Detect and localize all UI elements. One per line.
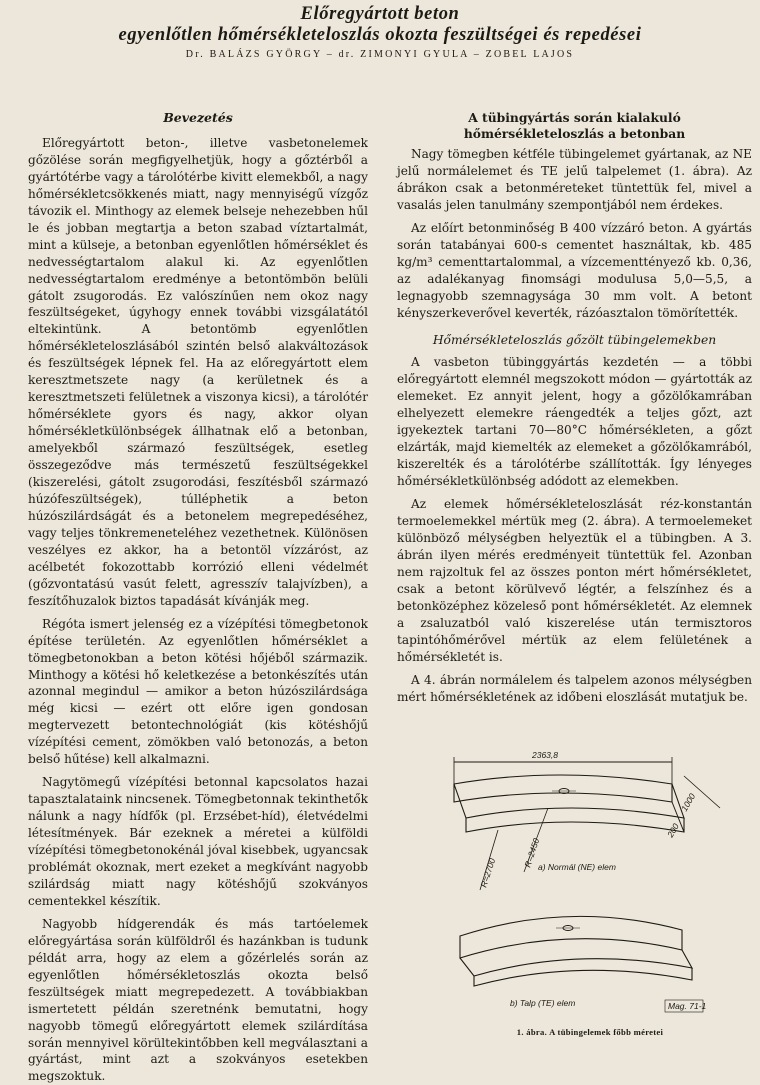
normal-element-edge [466, 818, 684, 832]
article-authors: Dr. BALÁZS GYÖRGY – dr. ZIMONYI GYULA – ZOBEL LAJOS [185, 49, 575, 60]
label-base-element: b) Talp (TE) elem [510, 998, 576, 1008]
paragraph: A vasbeton tübinggyártás kezdetén — a többi előregyártott elemnél megszokott módon — gyártották az elemeket. Ez annyit jelent, hogy a gőzölőkamrában elhelyezett elemekre ráengedték a teljes gőzt, azt igyekeztek tartani 70—80°C hőmérsékleten, a gőzt elzárták, majd kiemelték az elemeket a gőzölőkamrából, kiszerelték és a tárolótérbe szállították. Így lényeges hőmérsékletkülönbség adódott az elemekben. [397, 355, 752, 489]
base-element-edge [474, 968, 692, 986]
section-heading-introduction: Bevezetés [163, 110, 233, 125]
right-column [397, 110, 752, 706]
paragraph: Nagyobb hídgerendák és más tartóelemek előregyártása során külföldről és hazánkban is tudunk példát arra, hogy az elem a gőzérlelés során az egyenlőtlen hőmérsékletoszlás okozta belső feszültségek miatt megrepedezett. A továbbiakban ismertetett példán szeretnénk bemutatni, hogy nagyobb tömegű előregyártott elemek szilárdítása során mennyivel körültekintőbben kell megválasztani a gyártást, mint azt a szokványos esetekben megszoktuk. [28, 916, 368, 1084]
dimension-label-thickness: 200 [665, 821, 681, 839]
subsection-heading-temperature: Hőmérsékleteloszlás gőzölt tübingelemekben [432, 332, 717, 347]
article-title-line-1: Előregyártott beton [300, 4, 460, 24]
label-normal-element: a) Normál (NE) elem [538, 862, 616, 872]
section-heading-tubing: A tübingyártás során kialakuló hőmérsékleteloszlás a betonban [463, 110, 686, 141]
paragraph: Nagytömegű vízépítési betonnal kapcsolatos hazai tapasztalataink nincsenek. Tömegbetonnak tekinthetők nálunk a nagy hídfők (pl. Erzsébet-híd), életvédelmi létesítmények. Bár ezeknek a méretei a külföldi vízépítési tömegbetonokénál jóval kisebbek, ugyancsak problémát okoznak, mert ezeket a megkívánt nagyobb szilárdság miatt nagy kötéshőjű szokványos cementekkel készítik. [28, 775, 368, 908]
radius-label-outer: R=2450 [522, 836, 542, 869]
paragraph: A 4. ábrán normálelem és talpelem azonos mélységben mért hőmérsékletének az időbeni eloszlását mutatjuk be. [397, 672, 752, 704]
article-title-line-2: egyenlőtlen hőmérsékleteloszlás okozta feszültségei és repedései [118, 25, 642, 45]
left-column [28, 110, 368, 1085]
base-element-front-face [460, 950, 692, 976]
paragraph: Előregyártott beton-, illetve vasbetonelemek gőzölése során megfigyelhetjük, hogy a gőztérből a gyártótérbe vagy a tárolótérbe kivitt elemekből, a nagy hőmérsékletcsökkenés miatt, nagy mennyiségű vízgőz távozik el. Minthogy az elemek belseje nehezebben hűl le és jobban megtartja a beton szabad víztartalmát, mint a külseje, a betonban egyenlőtlen hőmérséklet és nedvességtartalom alakul ki. Az egyenlőtlen nedvességtartalom eredménye a betontömbön belüli gátolt zsugorodás. Ez valószínűen nem okoz nagy feszültségeket, úgyhogy ennek további vizsgálatától eltekintünk. A betontömb egyenlőtlen hőmérsékleteloszlásából szintén belső alakváltozások és feszültségek lépnek fel. Ha az előregyártott elem keresztmetszete nagy (a kerületnek és a keresztmetszeti felületnek a viszonya kicsi), a tárolótér hőmérséklete gyors és nagy, akkor olyan hőmérsékletkülönbségek állhatnak elő a betonban, amelyekből származó feszültségek, esetleg összegeződve más természetű feszültségekkel (kiszerelési, gátolt zsugorodási, feszítésből származó húzófeszültségek), túlléphetik a beton húzószilárdságát és a betonelem megrepedéséhez, vagy teljes tönkremeneteléhez vezethetnek. Különösen veszélyes ez akkor, ha a betontöl vízzáróst, az acélbetét fokozottabb korrózió elleni védelmét (gőzvontatású vasút felett, agresszív talajvízben), a feszítőhuzalok biztos tapadását kívánják meg. [28, 135, 368, 608]
normal-element-front-face [454, 784, 684, 818]
article-header [0, 0, 760, 60]
radius-label-inner: R=2700 [478, 856, 498, 889]
figure-stamp: Mag. 71-1 [668, 1001, 707, 1011]
dimension-label-side: 1000 [679, 791, 698, 813]
paragraph: Nagy tömegben kétféle tübingelemet gyártanak, az NE jelű normálelemet és TE jelű talpelemet (1. ábra). Az ábrákon csak a betonméreteket tüntettük fel, mivel a vasalás jelen tanulmány szempontjából nem érdekes. [397, 147, 752, 212]
figure-drawing [440, 740, 740, 1030]
paragraph: Az előírt betonminőség B 400 vízzáró beton. A gyártás során tatabányai 600-s cementet használtak, kb. 485 kg/m³ cementtartalommal, a vízcementtényező kb. 0,36, az adalékanyag finomsági modulusa 5,0—5,5, a legnagyobb szemnagysága 30 mm volt. A betont kényszerkeverővel keverték, rázóasztalon tömörítették. [397, 220, 752, 320]
figure-tubing-elements [440, 740, 740, 1040]
paragraph: Régóta ismert jelenség ez a vízépítési tömegbetonok építése területén. Az egyenlőtlen hőmérséklet a tömegbetonokban a beton kötési hőjéből származik. Minthogy a kötési hő keletkezése a betonkészítés után azonnal megindul — amikor a beton húzószilárdsága még kicsi — ezért ott előre igen gondosan megtervezett betontechnológiát (kis kötéshőjű vízépítési cement, zömökben való betonozás, a beton belső hűtése) kell alkalmazni. [28, 616, 368, 767]
paragraph: Az elemek hőmérsékleteloszlását réz-konstantán termoelemekkel mértük meg (2. ábra). A termoelemeket különböző mélységben helyeztük el a tübingben. A 3. ábrán ilyen mérés eredményeit tüntettük fel. Azonban nem rajzoltuk fel az összes ponton mért hőmérsékletet, csak a betont körülvevő légtér, a felszínhez és a betonközéphez közeleső pont hőmérsékletét. Az elemnek a zsaluzatból való kiszerelése után termisztoros tapintóhőmérővel mértük az elem felületének a hőmérsékletét is. [397, 497, 752, 664]
figure-caption: 1. ábra. A tübingelemek főbb méretei [516, 1027, 664, 1037]
base-element-top-face [460, 916, 682, 958]
dimension-label-top: 2363,8 [532, 750, 558, 760]
